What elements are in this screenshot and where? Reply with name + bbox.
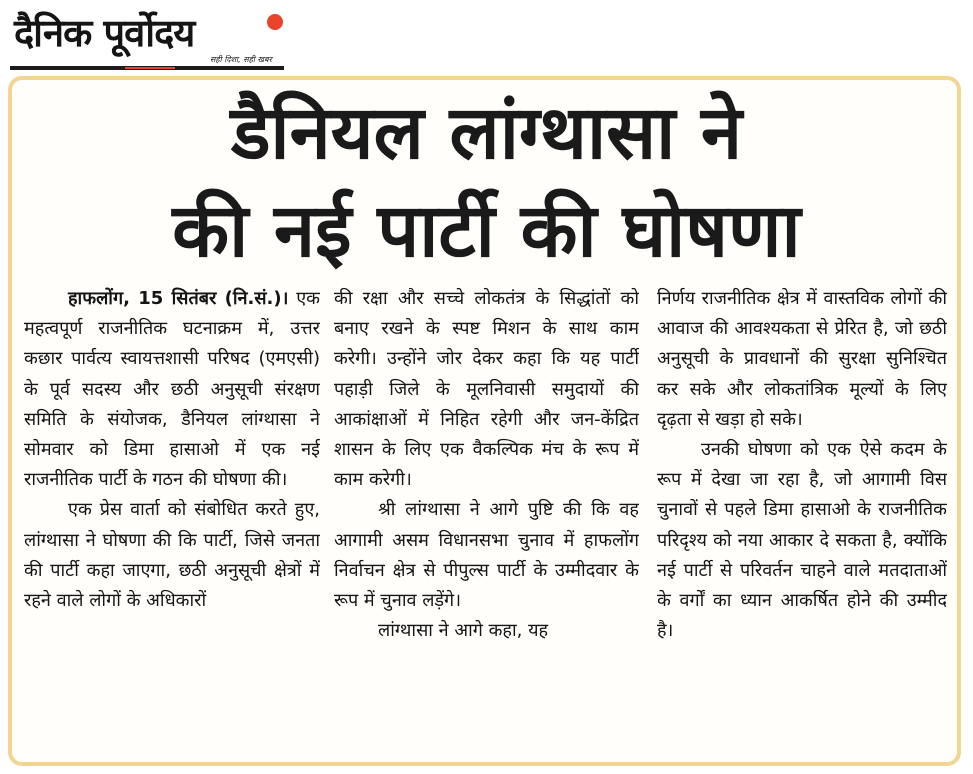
headline-line-1: डैनियल लांग्थासा ने (230, 90, 743, 176)
masthead-rule-accent (125, 67, 175, 69)
article-paragraph (24, 284, 320, 495)
article-column-1 (24, 284, 320, 754)
dateline: हाफलोंग, 15 सितंबर (नि.सं.)। (68, 288, 289, 309)
article-paragraph: श्री लांग्थासा ने आगे पुष्टि की कि वह आगामी असम विधानसभा चुनाव में हाफलोंग निर्वाचन क्षेत्र से पीपुल्स पार्टी के उम्मीदवार के रूप में चुनाव लड़ेंगे। (334, 499, 639, 612)
logo-tagline: सही दिशा, सही खबर (210, 55, 272, 64)
article-paragraph: निर्णय राजनीतिक क्षेत्र में वास्तविक लोगों की आवाज की आवश्यकता से प्रेरित है, जो छठी अनुसूची के प्रावधानों की सुरक्षा सुनिश्चित कर सके और लोकतांत्रिक मूल्यों के लिए दृढ़ता से खड़ा हो सके। (657, 288, 947, 430)
article-paragraph: उनकी घोषणा को एक ऐसे कदम के रूप में देखा जा रहा है, जो आगामी विस चुनावों से पहले डिमा हासाओ के राजनीतिक परिदृश्य को नया आकार दे सकता है, क्योंकि नई पार्टी से परिवर्तन चाहने वाले मतदाताओं के वर्गों का ध्यान आकर्षित होने की उम्मीद है। (657, 439, 947, 642)
paragraph-body: एक महत्वपूर्ण राजनीतिक घटनाक्रम में, उत्तर कछार पार्वत्य स्वायत्तशासी परिषद (एमएसी) के पूर्व सदस्य और छठी अनुसूची संरक्षण समिति के संयोजक, डैनियल लांग्थासा ने सोमवार को डिमा हासाओ में एक नई राजनीतिक पार्टी के गठन की घोषणा की। (24, 288, 320, 491)
article-paragraph: की रक्षा और सच्चे लोकतंत्र के सिद्धांतों को बनाए रखने के स्पष्ट मिशन के साथ काम करेगी। उन्होंने जोर देकर कहा कि यह पार्टी पहाड़ी जिले के मूलनिवासी समुदायों की आकांक्षाओं में निहित रहेगी और जन-केंद्रित शासन के लिए एक वैकल्पिक मंच के रूप में काम करेगी। (334, 288, 639, 491)
article-column-2 (334, 284, 639, 754)
masthead (10, 6, 288, 72)
article-paragraph: एक प्रेस वार्ता को संबोधित करते हुए, लांग्थासा ने घोषणा की कि पार्टी, जिसे जनता की पार्टी कहा जाएगा, छठी अनुसूची क्षेत्रों में रहने वाले लोगों के अधिकारों (24, 499, 320, 612)
logo-dot-icon (267, 14, 283, 30)
newspaper-logo: दैनिक पूर्वोदय (14, 11, 195, 55)
headline-line-2: की नई पार्टी की घोषणा (172, 188, 801, 274)
article-paragraph: लांग्थासा ने आगे कहा, यह (378, 620, 549, 642)
article-column-3 (657, 284, 947, 754)
